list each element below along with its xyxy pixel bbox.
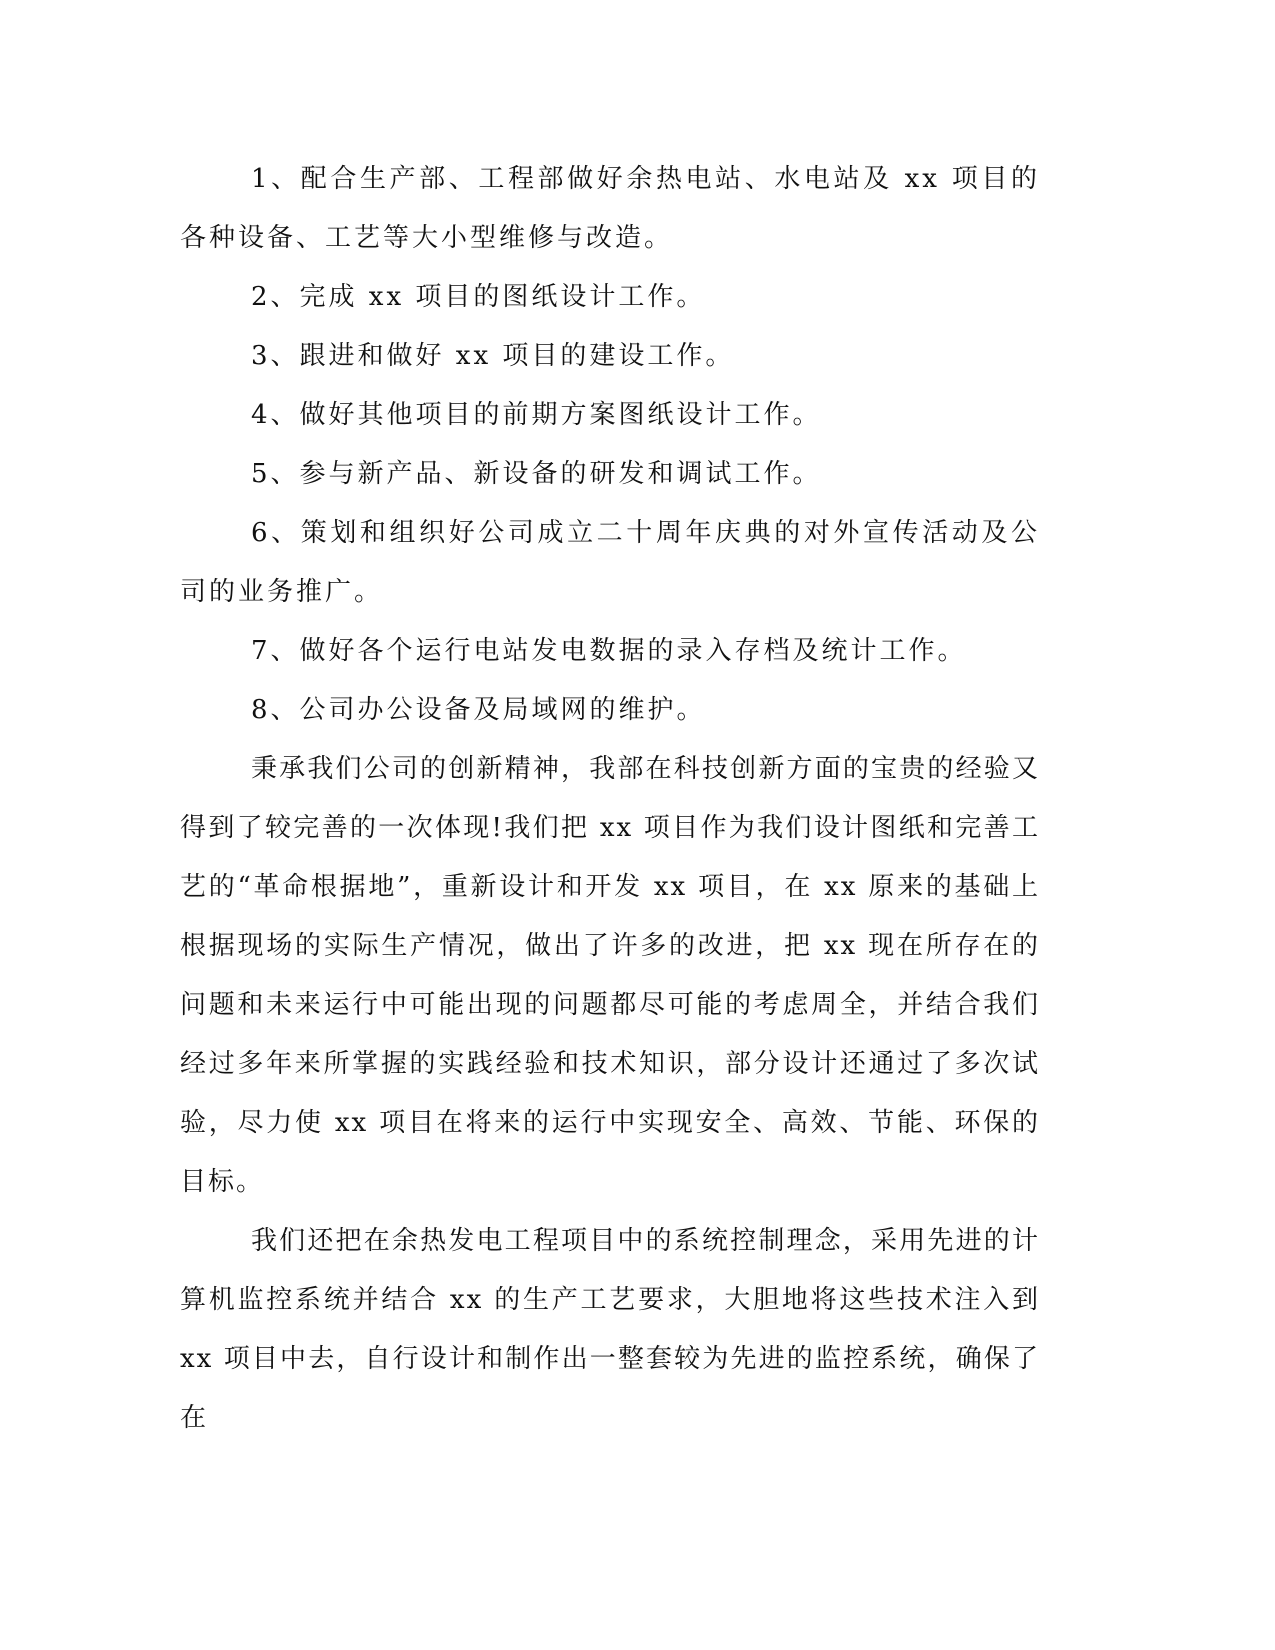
list-item-8: 8、公司办公设备及局域网的维护。 — [251, 695, 706, 725]
body-paragraph-innovation: 秉承我们公司的创新精神，我部在科技创新方面的宝贵的经验又得到了较完善的一次体现!我们把 xx 项目作为我们设计图纸和完善工艺的“革命根据地”，重新设计和开发 xx 项目，在 xx 原来的基础上根据现场的实际生产情况，做出了许多的改进，把 xx 现在所存在的问题和未来运行中可能出现的问题都尽可能的考虑周全，并结合我们经过多年来所掌握的实践经验和技术知识，部分设计还通过了多次试验，尽力使 xx 项目在将来的运行中实现安全、高效、节能、环保的目标。 — [180, 754, 1040, 1197]
list-item-3: 3、跟进和做好 xx 项目的建设工作。 — [251, 341, 735, 371]
list-item-4: 4、做好其他项目的前期方案图纸设计工作。 — [251, 400, 822, 430]
list-item-7: 7、做好各个运行电站发电数据的录入存档及统计工作。 — [251, 636, 967, 666]
list-item-6: 6、策划和组织好公司成立二十周年庆典的对外宣传活动及公司的业务推广。 — [180, 518, 1040, 607]
list-item-2: 2、完成 xx 项目的图纸设计工作。 — [251, 282, 706, 312]
body-paragraph-monitoring: 我们还把在余热发电工程项目中的系统控制理念，采用先进的计算机监控系统并结合 xx 的生产工艺要求，大胆地将这些技术注入到 xx 项目中去，自行设计和制作出一整套较为先进的监控系统，确保了在 — [180, 1226, 1040, 1433]
list-item-1: 1、配合生产部、工程部做好余热电站、水电站及 xx 项目的各种设备、工艺等大小型维修与改造。 — [180, 164, 1040, 253]
list-item-5: 5、参与新产品、新设备的研发和调试工作。 — [251, 459, 822, 489]
document-body — [180, 150, 1040, 1448]
